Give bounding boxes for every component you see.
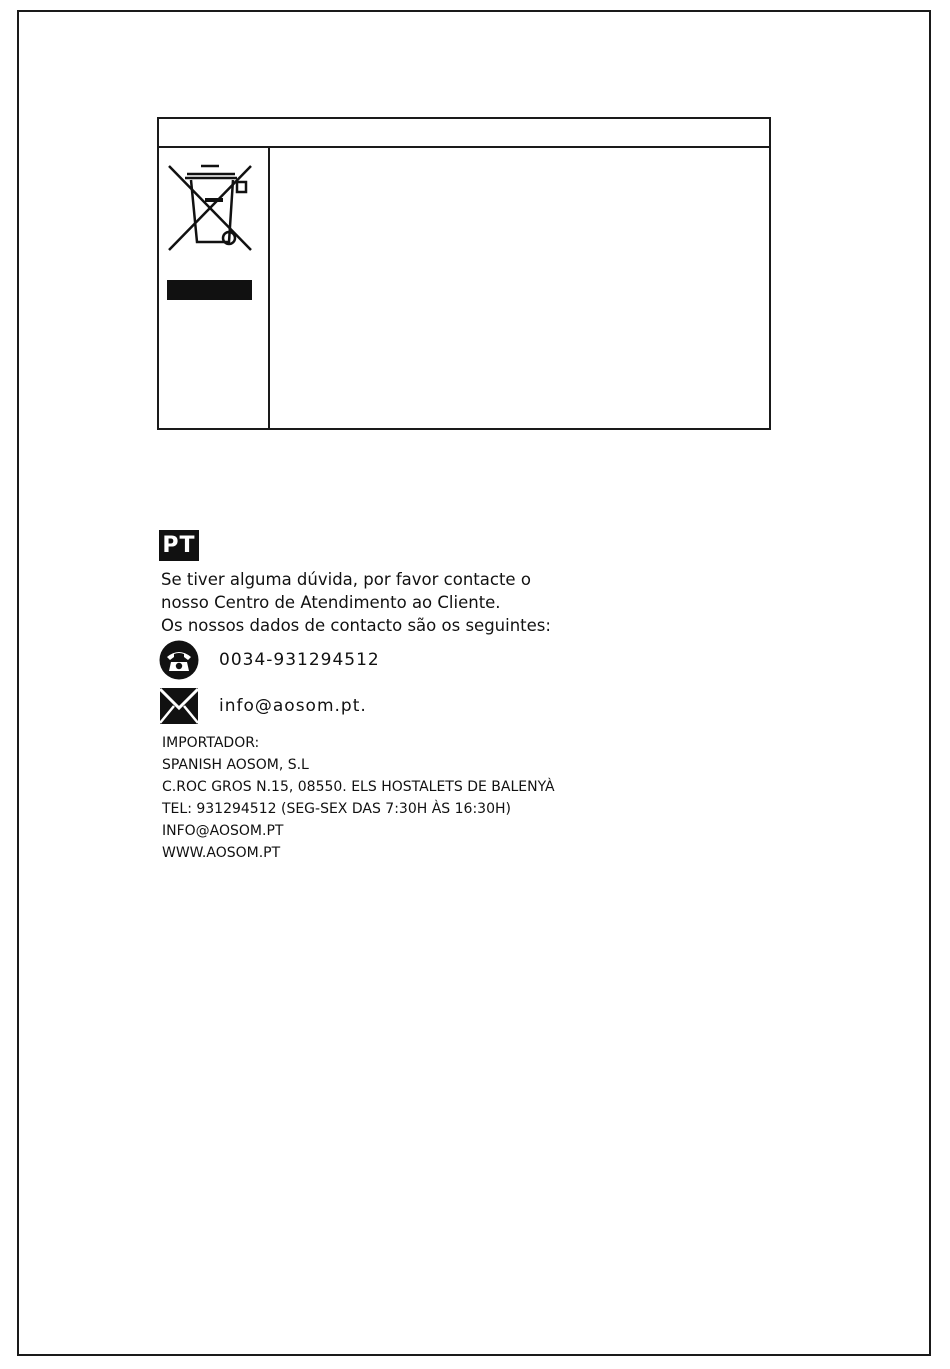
importer-line: INFO@AOSOM.PT — [162, 823, 284, 839]
importer-line: IMPORTADOR: — [162, 735, 260, 751]
intro-line: nosso Centro de Atendimento ao Cliente. — [161, 593, 501, 612]
weee-text-cell — [270, 148, 769, 428]
language-badge: PT — [159, 530, 199, 561]
telephone-icon — [159, 640, 199, 680]
importer-line: TEL: 931294512 (SEG-SEX DAS 7:30H ÀS 16:30H) — [162, 801, 511, 817]
importer-line: C.ROC GROS N.15, 08550. ELS HOSTALETS DE BALENYÀ — [162, 779, 555, 795]
weee-disposal-table — [157, 117, 771, 430]
intro-line: Se tiver alguma dúvida, por favor contacte o — [161, 570, 531, 589]
email-address[interactable]: info@aosom.pt. — [219, 696, 367, 716]
email-row — [159, 686, 367, 726]
importer-line: WWW.AOSOM.PT — [162, 845, 281, 861]
weee-table-header — [159, 119, 769, 148]
importer-line: SPANISH AOSOM, S.L — [162, 757, 309, 773]
phone-row — [159, 640, 380, 680]
crossed-out-bin-icon — [165, 160, 255, 252]
bin-underline-bar — [167, 280, 252, 300]
importer-block — [162, 732, 555, 864]
weee-icon-cell — [159, 148, 270, 428]
contact-intro — [161, 568, 551, 637]
envelope-icon — [159, 686, 199, 726]
phone-number[interactable]: 0034-931294512 — [219, 650, 380, 670]
intro-line: Os nossos dados de contacto são os seguintes: — [161, 616, 551, 635]
